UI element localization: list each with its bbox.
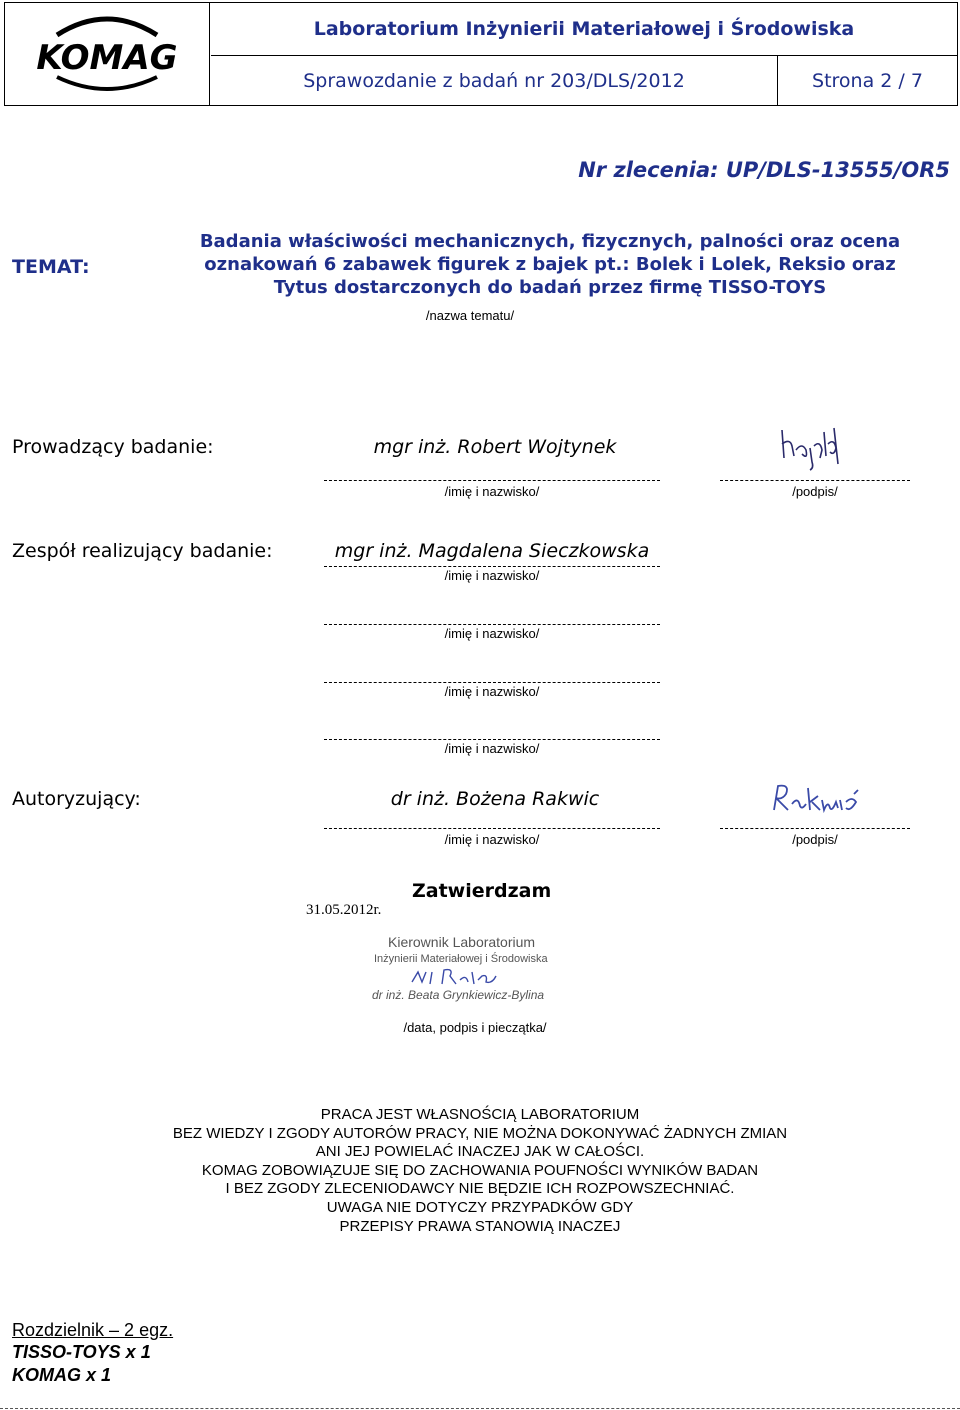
distribution-item: KOMAG x 1	[12, 1365, 112, 1385]
document-header	[4, 2, 958, 106]
distribution-title: Rozdzielnik – 2 egz.	[12, 1320, 174, 1340]
author-name-caption: /imię i nazwisko/	[444, 832, 540, 847]
notice-line: I BEZ ZGODY ZLECENIODAWCY NIE BĘDZIE ICH ROZPOWSZECHNIAĆ.	[225, 1180, 735, 1198]
lead-label: Prowadzący badanie:	[12, 436, 214, 458]
lead-name-line	[324, 480, 660, 481]
footer-line	[0, 1408, 960, 1409]
notice-line: PRZEPISY PRAWA STANOWIĄ INACZEJ	[339, 1217, 621, 1235]
author-signature	[770, 780, 862, 818]
author-name-line	[324, 828, 660, 829]
lead-signature	[776, 420, 846, 472]
team-caption-3: /imię i nazwisko/	[444, 684, 540, 699]
lead-name: mgr inż. Robert Wojtynek	[373, 436, 617, 458]
notice-line: UWAGA NIE DOTYCZY PRZYPADKÓW GDY	[326, 1198, 634, 1216]
approval-caption: /data, podpis i pieczątka/	[403, 1020, 547, 1035]
team-caption-1: /imię i nazwisko/	[444, 568, 540, 583]
approval-stamp	[368, 928, 568, 1008]
tema-line: Tytus dostarczonych do badań przez firmę TISSO-TOYS	[273, 277, 827, 298]
tema-line: Badania właściwości mechanicznych, fizycznych, palności oraz ocena	[199, 231, 901, 252]
lead-sign-caption: /podpis/	[792, 484, 838, 499]
stamp-line-3: dr inż. Beata Grynkiewicz-Bylina	[372, 988, 545, 1002]
tema-label: TEMAT:	[12, 256, 90, 278]
notice-line: KOMAG ZOBOWIĄZUJE SIĘ DO ZACHOWANIA POUFNOŚCI WYNIKÓW BADAN	[201, 1161, 759, 1179]
author-sign-line	[720, 828, 910, 829]
author-sign-caption: /podpis/	[792, 832, 838, 847]
approval-date: 31.05.2012r.	[306, 902, 382, 918]
tema-line: oznakowań 6 zabawek figurek z bajek pt.: Bolek i Lolek, Reksio oraz	[204, 254, 896, 275]
lead-name-caption: /imię i nazwisko/	[444, 484, 540, 499]
order-number: Nr zlecenia: UP/DLS-13555/OR5	[578, 158, 950, 182]
confidentiality-notice	[100, 1106, 860, 1236]
logo-text: KOMAG	[36, 38, 178, 78]
distribution-item: TISSO-TOYS x 1	[12, 1342, 151, 1362]
page-number: Strona 2 / 7	[812, 69, 923, 92]
team-line-2	[324, 624, 660, 625]
approval-title: Zatwierdzam	[412, 880, 552, 902]
komag-logo	[5, 3, 209, 105]
author-name: dr inż. Bożena Rakwic	[390, 788, 600, 810]
team-line-3	[324, 682, 660, 683]
logo-cell	[5, 3, 210, 105]
notice-line: PRACA JEST WŁASNOŚCIĄ LABORATORIUM	[320, 1106, 640, 1123]
lead-sign-line	[720, 480, 910, 481]
stamp-signature	[408, 966, 498, 988]
notice-line: ANI JEJ POWIELAĆ INACZEJ JAK W CAŁOŚCI.	[315, 1143, 645, 1161]
team-label: Zespół realizujący badanie:	[12, 540, 273, 562]
author-label: Autoryzujący:	[12, 788, 141, 810]
tema-text	[150, 230, 950, 299]
team-caption-4: /imię i nazwisko/	[444, 741, 540, 756]
team-caption-2: /imię i nazwisko/	[444, 626, 540, 641]
team-line-1	[324, 566, 660, 567]
team-line-4	[324, 739, 660, 740]
stamp-line-2: Inżynierii Materiałowej i Środowiska	[374, 953, 548, 965]
report-number: Sprawozdanie z badań nr 203/DLS/2012	[211, 56, 778, 105]
stamp-line-1: Kierownik Laboratorium	[388, 934, 536, 950]
lab-title: Laboratorium Inżynierii Materiałowej i Środowiska	[211, 3, 957, 56]
tema-caption: /nazwa tematu/	[425, 308, 515, 323]
notice-line: BEZ WIEDZY I ZGODY AUTORÓW PRACY, NIE MOŻNA DOKONYWAĆ ŻADNYCH ZMIAN	[172, 1124, 788, 1142]
team-name: mgr inż. Magdalena Sieczkowska	[334, 540, 650, 562]
